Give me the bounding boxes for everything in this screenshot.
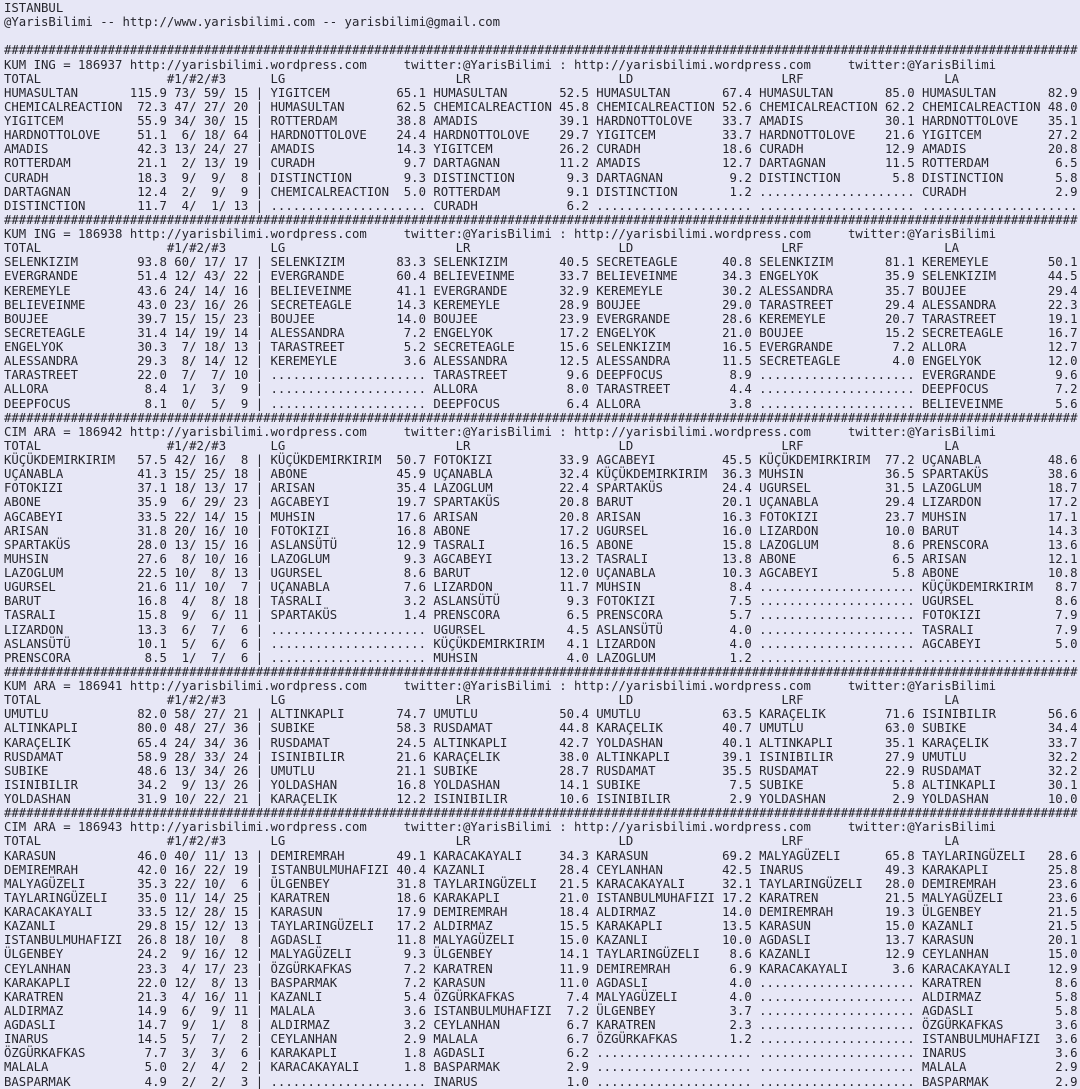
data-row: MUHSIN 27.6 8/ 10/ 16 | LAZOGLUM 9.3 AGCABEYI 13.2 TASRALI 13.8 ABONE 6.5 ARISAN 12.1 bbox=[4, 551, 1078, 566]
data-row: KÜÇÜKDEMIRKIRIM 57.5 42/ 16/ 8 | KÜÇÜKDEMIRKIRIM 50.7 FOTOKIZI 33.9 AGCABEYI 45.5 KÜÇÜKDEMIRKIRIM 77.2 UÇANABLA 48.6 bbox=[4, 453, 1078, 467]
data-row: KARATREN 21.3 4/ 16/ 11 | KAZANLI 5.4 ÖZGÜRKAFKAS 7.4 MALYAGÜZELI 4.0 ..................... ALDIRMAZ 5.8 bbox=[4, 989, 1078, 1004]
data-row: CEYLANHAN 23.3 4/ 17/ 23 | ÖZGÜRKAFKAS 7.2 KARATREN 11.9 DEMIREMRAH 6.9 KARACAKAYALI 3.6 KARACAKAYALI 12.9 bbox=[4, 961, 1078, 976]
data-row: MALYAGÜZELI 35.3 22/ 10/ 6 | ÜLGENBEY 31.8 TAYLARINGÜZELI 21.5 KARACAKAYALI 32.1 TAYLARINGÜZELI 28.0 DEMIREMRAH 23.6 bbox=[4, 876, 1078, 891]
data-row: AGDASLI 14.7 9/ 1/ 8 | ALDIRMAZ 3.2 CEYLANHAN 6.7 KARATREN 2.3 ..................... ÖZGÜRKAFKAS 3.6 bbox=[4, 1018, 1078, 1032]
data-row: ÜLGENBEY 24.2 9/ 16/ 12 | MALYAGÜZELI 9.3 ÜLGENBEY 14.1 TAYLARINGÜZELI 8.6 KAZANLI 12.9 CEYLANHAN 15.0 bbox=[4, 947, 1078, 962]
data-row: BELIEVEINME 43.0 23/ 16/ 26 | SECRETEAGLE 14.3 KEREMEYLE 28.9 BOUJEE 29.0 TARASTREET 29.4 ALESSANDRA 22.3 bbox=[4, 297, 1078, 312]
data-row: ALDIRMAZ 14.9 6/ 9/ 11 | MALALA 3.6 ISTANBULMUHAFIZI 7.2 ÜLGENBEY 3.7 ..................... AGDASLI 5.8 bbox=[4, 1003, 1078, 1018]
race-sections bbox=[4, 43, 1080, 1088]
column-headers: TOTAL #1/#2/#3 LG LR LD LRF LA bbox=[4, 71, 960, 86]
section-separator: ################################################################################################################################################# bbox=[4, 410, 1078, 425]
section-header: KUM ARA = 186941 http://yarisbilimi.wordpress.com twitter:@YarisBilimi : http://yarisbilimi.wordpress.com twitter:@YarisBilimi bbox=[4, 679, 997, 693]
data-row: HARDNOTTOLOVE 51.1 6/ 18/ 64 | HARDNOTTOLOVE 24.4 HARDNOTTOLOVE 29.7 YIGITCEM 33.7 HARDNOTTOLOVE 21.6 YIGITCEM 27.2 bbox=[4, 128, 1078, 143]
data-row: SECRETEAGLE 31.4 14/ 19/ 14 | ALESSANDRA 7.2 ENGELYOK 17.2 ENGELYOK 21.0 BOUJEE 15.2 SECRETEAGLE 16.7 bbox=[4, 325, 1078, 340]
data-row: PRENSCORA 8.5 1/ 7/ 6 | ..................... MUHSIN 4.0 LAZOGLUM 1.2 ..................... ..................... bbox=[4, 650, 1078, 665]
column-headers: TOTAL #1/#2/#3 LG LR LD LRF LA bbox=[4, 241, 960, 256]
data-row: TAYLARINGÜZELI 35.0 11/ 14/ 25 | KARATREN 18.6 KARAKAPLI 21.0 ISTANBULMUHAFIZI 17.2 KARATREN 21.5 MALYAGÜZELI 23.6 bbox=[4, 890, 1078, 905]
section-separator: ################################################################################################################################################# bbox=[4, 212, 1078, 227]
data-row: KARASUN 46.0 40/ 11/ 13 | DEMIREMRAH 49.1 KARACAKAYALI 34.3 KARASUN 69.2 MALYAGÜZELI 65.8 TAYLARINGÜZELI 28.6 bbox=[4, 848, 1078, 863]
data-row: ALESSANDRA 29.3 8/ 14/ 12 | KEREMEYLE 3.6 ALESSANDRA 12.5 ALESSANDRA 11.5 SECRETEAGLE 4.0 ENGELYOK 12.0 bbox=[4, 354, 1078, 369]
column-headers: TOTAL #1/#2/#3 LG LR LD LRF LA bbox=[4, 834, 960, 849]
data-row: CHEMICALREACTION 72.3 47/ 27/ 20 | HUMASULTAN 62.5 CHEMICALREACTION 45.8 CHEMICALREACTION 52.6 CHEMICALREACTION 62.2 CHEMICALREACTION 48.0 bbox=[4, 99, 1078, 114]
data-row: ROTTERDAM 21.1 2/ 13/ 19 | CURADH 9.7 DARTAGNAN 11.2 AMADIS 12.7 DARTAGNAN 11.5 ROTTERDAM 6.5 bbox=[4, 156, 1078, 171]
data-row: ENGELYOK 30.3 7/ 18/ 13 | TARASTREET 5.2 SECRETEAGLE 15.6 SELENKIZIM 16.5 EVERGRANDE 7.2 ALLORA 12.7 bbox=[4, 340, 1078, 354]
section-separator: ################################################################################################################################################# bbox=[4, 43, 1078, 58]
section-header: KUM ING = 186937 http://yarisbilimi.wordpress.com twitter:@YarisBilimi : http://yarisbilimi.wordpress.com twitter:@YarisBilimi bbox=[4, 57, 997, 72]
data-row: INARUS 14.5 5/ 7/ 2 | CEYLANHAN 2.9 MALALA 6.7 ÖZGÜRKAFKAS 1.2 ..................... ISTANBULMUHAFIZI 3.6 bbox=[4, 1032, 1078, 1047]
column-headers: TOTAL #1/#2/#3 LG LR LD LRF LA bbox=[4, 438, 960, 453]
data-row: ABONE 35.9 6/ 29/ 23 | AGCABEYI 19.7 SPARTAKÜS 20.8 BARUT 20.1 UÇANABLA 29.4 LIZARDON 17.2 bbox=[4, 495, 1078, 510]
data-row: DEMIREMRAH 42.0 16/ 22/ 19 | ISTANBULMUHAFIZI 40.4 KAZANLI 28.4 CEYLANHAN 42.5 INARUS 49.3 KARAKAPLI 25.8 bbox=[4, 862, 1078, 877]
data-row: KARAÇELIK 65.4 24/ 34/ 36 | RUSDAMAT 24.5 ALTINKAPLI 42.7 YOLDASHAN 40.1 ALTINKAPLI 35.1 KARAÇELIK 33.7 bbox=[4, 735, 1078, 750]
section-header: CIM ARA = 186943 http://yarisbilimi.wordpress.com twitter:@YarisBilimi : http://yarisbilimi.wordpress.com twitter:@YarisBilimi bbox=[4, 820, 997, 835]
data-row: ALTINKAPLI 80.0 48/ 27/ 36 | SUBIKE 58.3 RUSDAMAT 44.8 KARAÇELIK 40.7 UMUTLU 63.0 SUBIKE 34.4 bbox=[4, 721, 1078, 736]
data-row: CURADH 18.3 9/ 9/ 8 | DISTINCTION 9.3 DISTINCTION 9.3 DARTAGNAN 9.2 DISTINCTION 5.8 DISTINCTION 5.8 bbox=[4, 170, 1078, 185]
data-row: DISTINCTION 11.7 4/ 1/ 13 | ..................... CURADH 6.2 ..................... ..................... ..................... bbox=[4, 198, 1078, 213]
section-header: CIM ARA = 186942 http://yarisbilimi.wordpress.com twitter:@YarisBilimi : http://yarisbilimi.wordpress.com twitter:@YarisBilimi bbox=[4, 424, 997, 439]
data-row: YIGITCEM 55.9 34/ 30/ 15 | ROTTERDAM 38.8 AMADIS 39.1 HARDNOTTOLOVE 33.7 AMADIS 30.1 HARDNOTTOLOVE 35.1 bbox=[4, 114, 1078, 128]
data-row: TARASTREET 22.0 7/ 7/ 10 | ..................... TARASTREET 9.6 DEEPFOCUS 8.9 ..................... EVERGRANDE 9.6 bbox=[4, 368, 1078, 383]
data-row: AMADIS 42.3 13/ 24/ 27 | AMADIS 14.3 YIGITCEM 26.2 CURADH 18.6 CURADH 12.9 AMADIS 20.8 bbox=[4, 142, 1078, 157]
data-row: UMUTLU 82.0 58/ 27/ 21 | ALTINKAPLI 74.7 UMUTLU 50.4 UMUTLU 63.5 KARAÇELIK 71.6 ISINIBILIR 56.6 bbox=[4, 707, 1078, 722]
data-row: HUMASULTAN 115.9 73/ 59/ 15 | YIGITCEM 65.1 HUMASULTAN 52.5 HUMASULTAN 67.4 HUMASULTAN 85.0 HUMASULTAN 82.9 bbox=[4, 85, 1078, 100]
data-row: BARUT 16.8 4/ 8/ 18 | TASRALI 3.2 ASLANSÜTÜ 9.3 FOTOKIZI 7.5 ..................... UGURSEL 8.6 bbox=[4, 594, 1078, 609]
data-row: DARTAGNAN 12.4 2/ 9/ 9 | CHEMICALREACTION 5.0 ROTTERDAM 9.1 DISTINCTION 1.2 ..................... CURADH 2.9 bbox=[4, 184, 1078, 199]
location-line: ISTANBUL bbox=[4, 1, 64, 15]
section-separator: ################################################################################################################################################# bbox=[4, 664, 1078, 679]
data-row: ARISAN 31.8 20/ 16/ 10 | FOTOKIZI 16.8 ABONE 17.2 UGURSEL 16.0 LIZARDON 10.0 BARUT 14.3 bbox=[4, 523, 1078, 538]
data-row: UGURSEL 21.6 11/ 10/ 7 | UÇANABLA 7.6 LIZARDON 11.7 MUHSIN 8.4 ..................... KÜÇÜKDEMIRKIRIM 8.7 bbox=[4, 580, 1078, 595]
data-row: EVERGRANDE 51.4 12/ 43/ 22 | EVERGRANDE 60.4 BELIEVEINME 33.7 BELIEVEINME 34.3 ENGELYOK 35.9 SELENKIZIM 44.5 bbox=[4, 269, 1078, 284]
column-headers: TOTAL #1/#2/#3 LG LR LD LRF LA bbox=[4, 693, 960, 708]
data-row: SELENKIZIM 93.8 60/ 17/ 17 | SELENKIZIM 83.3 SELENKIZIM 40.5 SECRETEAGLE 40.8 SELENKIZIM 81.1 KEREMEYLE 50.1 bbox=[4, 255, 1078, 270]
data-row: KARACAKAYALI 33.5 12/ 28/ 15 | KARASUN 17.9 DEMIREMRAH 18.4 ALDIRMAZ 14.0 DEMIREMRAH 19.3 ÜLGENBEY 21.5 bbox=[4, 905, 1078, 919]
data-row: BOUJEE 39.7 15/ 15/ 23 | BOUJEE 14.0 BOUJEE 23.9 EVERGRANDE 28.6 KEREMEYLE 20.7 TARASTREET 19.1 bbox=[4, 311, 1078, 326]
data-row: LIZARDON 13.3 6/ 7/ 6 | ..................... UGURSEL 4.5 ASLANSÜTÜ 4.0 ..................... TASRALI 7.9 bbox=[4, 622, 1078, 637]
data-row: ALLORA 8.4 1/ 3/ 9 | ..................... ALLORA 8.0 TARASTREET 4.4 ..................... DEEPFOCUS 7.2 bbox=[4, 382, 1078, 397]
data-row: SPARTAKÜS 28.0 13/ 15/ 16 | ASLANSÜTÜ 12.9 TASRALI 16.5 ABONE 15.8 LAZOGLUM 8.6 PRENSCORA 13.6 bbox=[4, 537, 1078, 552]
data-row: FOTOKIZI 37.1 18/ 13/ 17 | ARISAN 35.4 LAZOGLUM 22.4 SPARTAKÜS 24.4 UGURSEL 31.5 LAZOGLUM 18.7 bbox=[4, 481, 1078, 496]
data-row: AGCABEYI 33.5 22/ 14/ 15 | MUHSIN 17.6 ARISAN 20.8 ARISAN 16.3 FOTOKIZI 23.7 MUHSIN 17.1 bbox=[4, 509, 1078, 524]
data-row: KEREMEYLE 43.6 24/ 14/ 16 | BELIEVEINME 41.1 EVERGRANDE 32.9 KEREMEYLE 30.2 ALESSANDRA 35.7 BOUJEE 29.4 bbox=[4, 283, 1078, 298]
data-row: UÇANABLA 41.3 15/ 25/ 18 | ABONE 45.9 UÇANABLA 32.4 KÜÇÜKDEMIRKIRIM 36.3 MUHSIN 36.5 SPARTAKÜS 38.6 bbox=[4, 467, 1078, 482]
data-row: ISTANBULMUHAFIZI 26.8 18/ 10/ 8 | AGDASLI 11.8 MALYAGÜZELI 15.0 KAZANLI 10.0 AGDASLI 13.7 KARASUN 20.1 bbox=[4, 933, 1078, 948]
blank-line bbox=[4, 29, 1080, 43]
data-row: ÖZGÜRKAFKAS 7.7 3/ 3/ 6 | KARAKAPLI 1.8 AGDASLI 6.2 ..................... ..................... INARUS 3.6 bbox=[4, 1046, 1078, 1061]
data-row: KAZANLI 29.8 15/ 12/ 13 | TAYLARINGÜZELI 17.2 ALDIRMAZ 15.5 KARAKAPLI 13.5 KARASUN 15.0 KAZANLI 21.5 bbox=[4, 919, 1078, 934]
data-row: MALALA 5.0 2/ 4/ 2 | KARACAKAYALI 1.8 BASPARMAK 2.9 ..................... ..................... MALALA 2.9 bbox=[4, 1060, 1078, 1075]
section-separator: ################################################################################################################################################# bbox=[4, 806, 1078, 821]
data-row: KARAKAPLI 22.0 12/ 8/ 13 | BASPARMAK 7.2 KARASUN 11.0 AGDASLI 4.0 ..................... KARATREN 8.6 bbox=[4, 975, 1078, 990]
section-header: KUM ING = 186938 http://yarisbilimi.wordpress.com twitter:@YarisBilimi : http://yarisbilimi.wordpress.com twitter:@YarisBilimi bbox=[4, 227, 997, 241]
data-row: RUSDAMAT 58.9 28/ 33/ 24 | ISINIBILIR 21.6 KARAÇELIK 38.0 ALTINKAPLI 39.1 ISINIBILIR 27.9 UMUTLU 32.2 bbox=[4, 749, 1078, 764]
data-row: LAZOGLUM 22.5 10/ 8/ 13 | UGURSEL 8.6 BARUT 12.0 UÇANABLA 10.3 AGCABEYI 5.8 ABONE 10.8 bbox=[4, 566, 1078, 580]
data-row: SUBIKE 48.6 13/ 34/ 26 | UMUTLU 21.1 SUBIKE 28.7 RUSDAMAT 35.5 RUSDAMAT 22.9 RUSDAMAT 32.2 bbox=[4, 763, 1078, 778]
data-row: TASRALI 15.8 9/ 6/ 11 | SPARTAKÜS 1.4 PRENSCORA 6.5 PRENSCORA 5.7 ..................... FOTOKIZI 7.9 bbox=[4, 608, 1078, 623]
data-row: YOLDASHAN 31.9 10/ 22/ 21 | KARAÇELIK 12.2 ISINIBILIR 10.6 ISINIBILIR 2.9 YOLDASHAN 2.9 YOLDASHAN 10.0 bbox=[4, 792, 1078, 806]
data-row: DEEPFOCUS 8.1 0/ 5/ 9 | ..................... DEEPFOCUS 6.4 ALLORA 3.8 ..................... BELIEVEINME 5.6 bbox=[4, 396, 1078, 411]
data-row: ASLANSÜTÜ 10.1 5/ 6/ 6 | ..................... KÜÇÜKDEMIRKIRIM 4.1 LIZARDON 4.0 ..................... AGCABEYI 5.0 bbox=[4, 636, 1078, 651]
contact-line: @YarisBilimi -- http://www.yarisbilimi.com -- yarisbilimi@gmail.com bbox=[4, 15, 501, 30]
data-row: ISINIBILIR 34.2 9/ 13/ 26 | YOLDASHAN 16.8 YOLDASHAN 14.1 SUBIKE 7.5 SUBIKE 5.8 ALTINKAPLI 30.1 bbox=[4, 777, 1078, 792]
data-row: BASPARMAK 4.9 2/ 2/ 3 | ..................... INARUS 1.0 ..................... ..................... BASPARMAK 2.9 bbox=[4, 1074, 1078, 1089]
